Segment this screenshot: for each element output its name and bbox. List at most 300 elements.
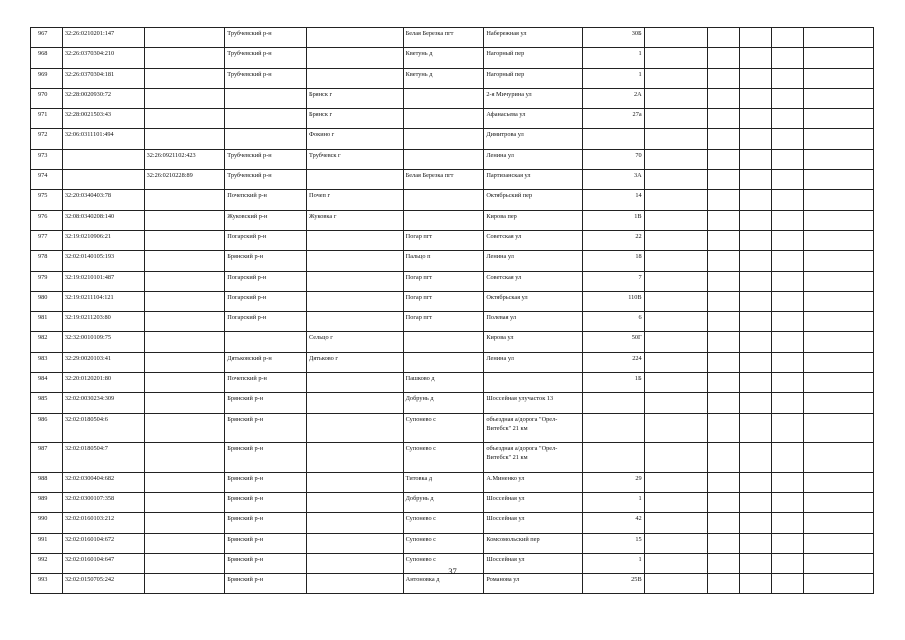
secondary-cadastral-number-cell [144, 88, 225, 108]
city-cell [307, 170, 404, 190]
empty-cell [772, 291, 804, 311]
empty-cell [772, 271, 804, 291]
table-row [31, 251, 874, 271]
empty-cell [708, 129, 740, 149]
empty-cell [803, 513, 873, 533]
district-cell: Погарский р-н [225, 312, 307, 332]
house-number-cell: 22 [583, 230, 645, 250]
empty-cell [803, 28, 873, 48]
settlement-cell [403, 210, 484, 230]
table-row [31, 149, 874, 169]
row-number-cell: 984 [31, 373, 63, 393]
street-cell [484, 373, 583, 393]
district-cell: Дятьковский р-н [225, 352, 307, 372]
row-number-cell: 967 [31, 28, 63, 48]
street-cell: Октябрьский пер [484, 190, 583, 210]
empty-cell [803, 413, 873, 443]
empty-cell [708, 109, 740, 129]
house-number-cell: 224 [583, 352, 645, 372]
empty-cell [772, 393, 804, 413]
secondary-cadastral-number-cell [144, 251, 225, 271]
settlement-cell [403, 190, 484, 210]
secondary-cadastral-number-cell [144, 393, 225, 413]
cadastral-number-cell: 32:32:0010109:75 [62, 332, 144, 352]
empty-cell [644, 190, 708, 210]
secondary-cadastral-number-cell: 32:26:0921102:423 [144, 149, 225, 169]
empty-cell [708, 413, 740, 443]
empty-cell [772, 332, 804, 352]
empty-cell [708, 373, 740, 393]
empty-cell [708, 312, 740, 332]
empty-cell [708, 271, 740, 291]
secondary-cadastral-number-cell [144, 109, 225, 129]
table-row [31, 312, 874, 332]
secondary-cadastral-number-cell [144, 190, 225, 210]
row-number-cell: 977 [31, 230, 63, 250]
row-number-cell: 981 [31, 312, 63, 332]
settlement-cell [403, 149, 484, 169]
district-cell: Погарский р-н [225, 271, 307, 291]
empty-cell [644, 533, 708, 553]
empty-cell [708, 48, 740, 68]
row-number-cell: 975 [31, 190, 63, 210]
city-cell: Фокино г [307, 129, 404, 149]
empty-cell [803, 251, 873, 271]
empty-cell [708, 170, 740, 190]
empty-cell [644, 68, 708, 88]
district-cell: Брянский р-н [225, 472, 307, 492]
cadastral-number-cell: 32:19:0211203:80 [62, 312, 144, 332]
table-row [31, 332, 874, 352]
empty-cell [740, 373, 772, 393]
cadastral-number-cell: 32:02:0160104:672 [62, 533, 144, 553]
empty-cell [740, 393, 772, 413]
cadastral-number-cell: 32:02:0150705:242 [62, 574, 144, 594]
empty-cell [803, 48, 873, 68]
table-body [31, 28, 874, 594]
district-cell: Погарский р-н [225, 230, 307, 250]
empty-cell [740, 28, 772, 48]
cadastral-number-cell: 32:26:0370304:181 [62, 68, 144, 88]
district-cell: Брянский р-н [225, 413, 307, 443]
secondary-cadastral-number-cell [144, 413, 225, 443]
empty-cell [708, 68, 740, 88]
row-number-cell: 983 [31, 352, 63, 372]
district-cell: Брянский р-н [225, 443, 307, 473]
settlement-cell: Супонево с [403, 443, 484, 473]
empty-cell [740, 129, 772, 149]
cadastral-number-cell: 32:02:0030234:309 [62, 393, 144, 413]
property-registry-table [30, 27, 874, 594]
table-row [31, 68, 874, 88]
empty-cell [708, 352, 740, 372]
settlement-cell: Белая Березка пгт [403, 170, 484, 190]
city-cell [307, 513, 404, 533]
empty-cell [772, 68, 804, 88]
settlement-cell: Погар пгт [403, 291, 484, 311]
secondary-cadastral-number-cell [144, 68, 225, 88]
district-cell: Жуковский р-н [225, 210, 307, 230]
empty-cell [644, 352, 708, 372]
settlement-cell [403, 109, 484, 129]
empty-cell [803, 170, 873, 190]
secondary-cadastral-number-cell [144, 129, 225, 149]
empty-cell [803, 68, 873, 88]
district-cell: Трубчевский р-н [225, 28, 307, 48]
street-cell: Кирова ул [484, 332, 583, 352]
table-row [31, 533, 874, 553]
empty-cell [708, 291, 740, 311]
street-cell: Нагорный пер [484, 68, 583, 88]
empty-cell [772, 190, 804, 210]
empty-cell [644, 492, 708, 512]
empty-cell [772, 230, 804, 250]
cadastral-number-cell: 32:02:0300404:682 [62, 472, 144, 492]
secondary-cadastral-number-cell [144, 533, 225, 553]
house-number-cell: 42 [583, 513, 645, 533]
district-cell: Трубчевский р-н [225, 149, 307, 169]
cadastral-number-cell: 32:26:0370304:210 [62, 48, 144, 68]
empty-cell [644, 574, 708, 594]
city-cell: Брянск г [307, 109, 404, 129]
empty-cell [803, 443, 873, 473]
settlement-cell: Супонево с [403, 553, 484, 573]
row-number-cell: 969 [31, 68, 63, 88]
empty-cell [644, 413, 708, 443]
city-cell [307, 533, 404, 553]
empty-cell [708, 251, 740, 271]
cadastral-number-cell: 32:19:0210101:487 [62, 271, 144, 291]
empty-cell [708, 513, 740, 533]
empty-cell [708, 393, 740, 413]
empty-cell [740, 291, 772, 311]
empty-cell [740, 271, 772, 291]
cadastral-number-cell: 32:08:0340208:140 [62, 210, 144, 230]
empty-cell [803, 352, 873, 372]
cadastral-number-cell: 32:06:0311101:494 [62, 129, 144, 149]
row-number-cell: 978 [31, 251, 63, 271]
empty-cell [708, 443, 740, 473]
street-cell: Полевая ул [484, 312, 583, 332]
empty-cell [708, 533, 740, 553]
row-number-cell: 979 [31, 271, 63, 291]
row-number-cell: 987 [31, 443, 63, 473]
row-number-cell: 986 [31, 413, 63, 443]
empty-cell [740, 492, 772, 512]
district-cell: Трубчевский р-н [225, 68, 307, 88]
settlement-cell: Супонево с [403, 533, 484, 553]
cadastral-number-cell: 32:02:0160104:647 [62, 553, 144, 573]
empty-cell [772, 513, 804, 533]
settlement-cell [403, 88, 484, 108]
house-number-cell: 1Б [583, 373, 645, 393]
empty-cell [644, 48, 708, 68]
secondary-cadastral-number-cell [144, 230, 225, 250]
street-cell: Шоссейная ул [484, 492, 583, 512]
city-cell: Сельцо г [307, 332, 404, 352]
city-cell [307, 413, 404, 443]
row-number-cell: 974 [31, 170, 63, 190]
empty-cell [772, 28, 804, 48]
empty-cell [708, 492, 740, 512]
empty-cell [644, 88, 708, 108]
empty-cell [740, 68, 772, 88]
empty-cell [740, 251, 772, 271]
table-row [31, 210, 874, 230]
house-number-cell: 30Б [583, 28, 645, 48]
city-cell: Жуковка г [307, 210, 404, 230]
empty-cell [803, 149, 873, 169]
empty-cell [772, 413, 804, 443]
cadastral-number-cell: 32:02:0180504:6 [62, 413, 144, 443]
table-row [31, 413, 874, 443]
street-cell: Набережная ул [484, 28, 583, 48]
settlement-cell: Пальцо п [403, 251, 484, 271]
row-number-cell: 992 [31, 553, 63, 573]
city-cell [307, 574, 404, 594]
district-cell: Брянский р-н [225, 251, 307, 271]
row-number-cell: 982 [31, 332, 63, 352]
row-number-cell: 980 [31, 291, 63, 311]
empty-cell [644, 251, 708, 271]
table-row [31, 230, 874, 250]
table-row [31, 190, 874, 210]
cadastral-number-cell: 32:19:0211104:121 [62, 291, 144, 311]
table-row [31, 129, 874, 149]
empty-cell [740, 312, 772, 332]
empty-cell [772, 574, 804, 594]
row-number-cell: 972 [31, 129, 63, 149]
table-row [31, 28, 874, 48]
settlement-cell: Добрунь д [403, 393, 484, 413]
district-cell [225, 88, 307, 108]
table-row [31, 291, 874, 311]
cadastral-number-cell: 32:28:0021503:43 [62, 109, 144, 129]
secondary-cadastral-number-cell [144, 210, 225, 230]
district-cell [225, 332, 307, 352]
empty-cell [772, 373, 804, 393]
cadastral-number-cell: 32:26:0210201:147 [62, 28, 144, 48]
cadastral-number-cell: 32:20:0120201:80 [62, 373, 144, 393]
street-cell: объездная а/дорога "Орел-Витебск" 21 км [484, 413, 583, 443]
table-row [31, 48, 874, 68]
table-row [31, 574, 874, 594]
secondary-cadastral-number-cell [144, 472, 225, 492]
city-cell [307, 291, 404, 311]
empty-cell [803, 291, 873, 311]
empty-cell [708, 190, 740, 210]
cadastral-number-cell [62, 170, 144, 190]
empty-cell [772, 149, 804, 169]
city-cell: Дятьково г [307, 352, 404, 372]
street-cell: объездная а/дорога "Орел-Витебск" 21 км [484, 443, 583, 473]
row-number-cell: 988 [31, 472, 63, 492]
house-number-cell: 15 [583, 533, 645, 553]
settlement-cell [403, 352, 484, 372]
table-row [31, 109, 874, 129]
house-number-cell: 6 [583, 312, 645, 332]
settlement-cell [403, 332, 484, 352]
empty-cell [644, 291, 708, 311]
settlement-cell: Добрунь д [403, 492, 484, 512]
house-number-cell: 50Г [583, 332, 645, 352]
empty-cell [740, 413, 772, 443]
empty-cell [803, 230, 873, 250]
street-cell: Советская ул [484, 271, 583, 291]
empty-cell [644, 312, 708, 332]
district-cell: Погарский р-н [225, 291, 307, 311]
house-number-cell: 1В [583, 210, 645, 230]
secondary-cadastral-number-cell [144, 443, 225, 473]
row-number-cell: 970 [31, 88, 63, 108]
cadastral-number-cell: 32:29:0020103:41 [62, 352, 144, 372]
city-cell: Почеп г [307, 190, 404, 210]
table-row [31, 352, 874, 372]
street-cell: Нагорный пер [484, 48, 583, 68]
secondary-cadastral-number-cell [144, 492, 225, 512]
empty-cell [772, 312, 804, 332]
row-number-cell: 973 [31, 149, 63, 169]
street-cell: Комсомольский пер [484, 533, 583, 553]
empty-cell [740, 210, 772, 230]
empty-cell [708, 230, 740, 250]
district-cell: Брянский р-н [225, 553, 307, 573]
empty-cell [803, 574, 873, 594]
empty-cell [772, 109, 804, 129]
city-cell: Трубчевск г [307, 149, 404, 169]
empty-cell [803, 109, 873, 129]
empty-cell [708, 28, 740, 48]
row-number-cell: 985 [31, 393, 63, 413]
empty-cell [708, 149, 740, 169]
city-cell [307, 472, 404, 492]
house-number-cell [583, 443, 645, 473]
settlement-cell [403, 129, 484, 149]
city-cell [307, 271, 404, 291]
empty-cell [772, 170, 804, 190]
empty-cell [803, 210, 873, 230]
secondary-cadastral-number-cell [144, 332, 225, 352]
street-cell: Октябрьская ул [484, 291, 583, 311]
city-cell [307, 230, 404, 250]
settlement-cell: Пашково д [403, 373, 484, 393]
empty-cell [803, 88, 873, 108]
house-number-cell [583, 413, 645, 443]
secondary-cadastral-number-cell [144, 291, 225, 311]
empty-cell [708, 574, 740, 594]
district-cell [225, 109, 307, 129]
street-cell: А.Миненко ул [484, 472, 583, 492]
empty-cell [803, 492, 873, 512]
settlement-cell: Погар пгт [403, 312, 484, 332]
city-cell [307, 373, 404, 393]
settlement-cell: Титовка д [403, 472, 484, 492]
city-cell: Брянск г [307, 88, 404, 108]
empty-cell [644, 170, 708, 190]
city-cell [307, 492, 404, 512]
settlement-cell: Кветунь д [403, 48, 484, 68]
street-cell: Кирова пер [484, 210, 583, 230]
city-cell [307, 28, 404, 48]
empty-cell [644, 472, 708, 492]
empty-cell [644, 271, 708, 291]
district-cell: Брянский р-н [225, 492, 307, 512]
cadastral-number-cell [62, 149, 144, 169]
settlement-cell: Белая Березка пгт [403, 28, 484, 48]
cadastral-number-cell: 32:20:0340403:78 [62, 190, 144, 210]
empty-cell [708, 210, 740, 230]
empty-cell [740, 533, 772, 553]
cadastral-number-cell: 32:28:0020930:72 [62, 88, 144, 108]
empty-cell [803, 129, 873, 149]
house-number-cell: 3А [583, 170, 645, 190]
empty-cell [803, 472, 873, 492]
empty-cell [772, 492, 804, 512]
settlement-cell: Антоновка д [403, 574, 484, 594]
street-cell: Афанасьева ул [484, 109, 583, 129]
empty-cell [772, 533, 804, 553]
secondary-cadastral-number-cell [144, 373, 225, 393]
secondary-cadastral-number-cell: 32:26:0210228:89 [144, 170, 225, 190]
cadastral-number-cell: 32:02:0160103:212 [62, 513, 144, 533]
row-number-cell: 989 [31, 492, 63, 512]
city-cell [307, 443, 404, 473]
street-cell: Партизанская ул [484, 170, 583, 190]
house-number-cell: 1 [583, 553, 645, 573]
empty-cell [803, 533, 873, 553]
empty-cell [772, 129, 804, 149]
empty-cell [772, 210, 804, 230]
house-number-cell: 18 [583, 251, 645, 271]
house-number-cell [583, 129, 645, 149]
cadastral-number-cell: 32:19:0210906:21 [62, 230, 144, 250]
page-number: 37 [448, 566, 457, 576]
empty-cell [740, 48, 772, 68]
house-number-cell: 25В [583, 574, 645, 594]
empty-cell [803, 271, 873, 291]
city-cell [307, 48, 404, 68]
empty-cell [772, 251, 804, 271]
empty-cell [803, 393, 873, 413]
district-cell: Почепский р-н [225, 190, 307, 210]
empty-cell [803, 332, 873, 352]
district-cell [225, 129, 307, 149]
empty-cell [740, 149, 772, 169]
cadastral-number-cell: 32:02:0180504:7 [62, 443, 144, 473]
empty-cell [740, 109, 772, 129]
secondary-cadastral-number-cell [144, 48, 225, 68]
table-row [31, 443, 874, 473]
city-cell [307, 68, 404, 88]
empty-cell [708, 332, 740, 352]
street-cell: Димитрова ул [484, 129, 583, 149]
empty-cell [740, 352, 772, 372]
house-number-cell: 29 [583, 472, 645, 492]
secondary-cadastral-number-cell [144, 312, 225, 332]
empty-cell [740, 88, 772, 108]
district-cell: Брянский р-н [225, 574, 307, 594]
house-number-cell: 1 [583, 48, 645, 68]
house-number-cell: 27а [583, 109, 645, 129]
empty-cell [740, 190, 772, 210]
empty-cell [740, 443, 772, 473]
row-number-cell: 991 [31, 533, 63, 553]
house-number-cell [583, 393, 645, 413]
table-row [31, 513, 874, 533]
street-cell: Романова ул [484, 574, 583, 594]
empty-cell [803, 190, 873, 210]
empty-cell [740, 170, 772, 190]
